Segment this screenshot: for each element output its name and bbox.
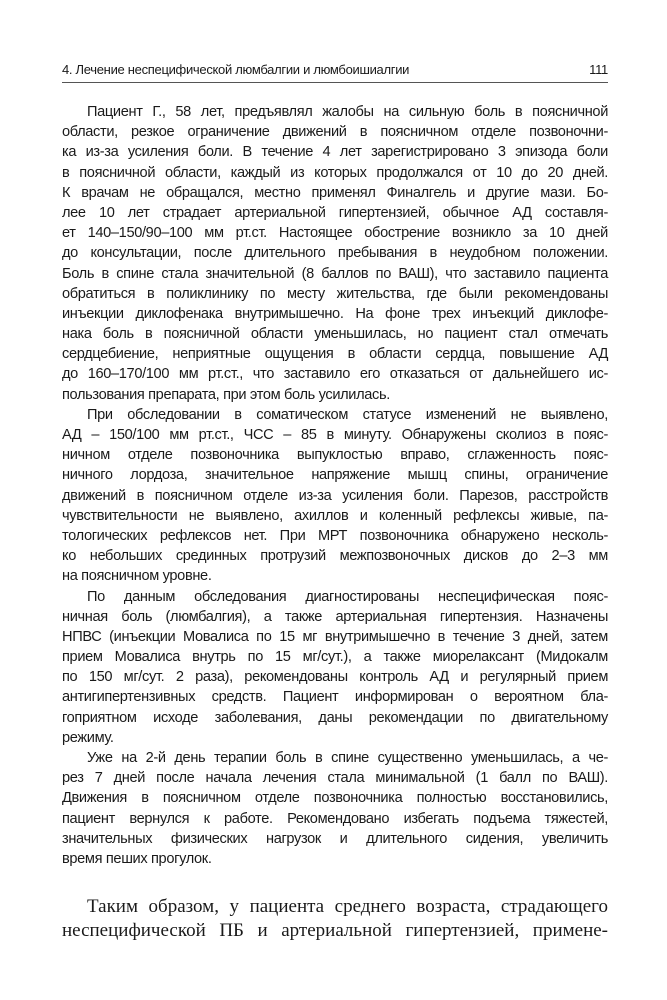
chapter-title: 4. Лечение неспецифической люмбалгии и люмбоишиалгии bbox=[62, 62, 410, 77]
paragraph bbox=[62, 587, 608, 749]
text-line: При обследовании в соматическом статусе изменений не выявлено, bbox=[87, 406, 608, 423]
case-report-text bbox=[62, 102, 608, 869]
page-number: 111 bbox=[589, 62, 608, 77]
text-line: К врачам не обращался, местно применял Финалгель и другие мази. Бо- bbox=[62, 184, 608, 201]
text-line: обратиться в поликлинику по месту жительства, где были рекомендованы bbox=[62, 285, 608, 302]
text-line: сердцебиение, неприятные ощущения в области сердца, повышение АД bbox=[62, 346, 608, 363]
text-line: Боль в спине стала значительной (8 баллов по ВАШ), что заставило пациента bbox=[62, 265, 608, 282]
text-line: Уже на 2-й день терапии боль в спине существенно уменьшилась, а че- bbox=[87, 750, 608, 766]
text-line: Движения в поясничном отделе позвоночника полностью восстановились, bbox=[62, 790, 608, 807]
text-line: до консультации, после длительного пребывания в неудобном положении. bbox=[62, 245, 608, 262]
text-line: инъекции диклофенака внутримышечно. На фоне трех инъекций диклофе- bbox=[62, 305, 608, 322]
text-line: ко небольших срединных протрузий межпозвоночных дисков до 2–3 мм bbox=[62, 548, 608, 565]
text-line: АД – 150/100 мм рт.ст., ЧСС – 85 в минуту. Обнаружены сколиоз в пояс- bbox=[62, 427, 608, 443]
text-line: в поясничной области, каждый из которых продолжался от 10 до 20 дней. bbox=[62, 164, 608, 181]
text-line: лее 10 лет страдает артериальной гипертензией, обычное АД составля- bbox=[62, 204, 608, 221]
paragraph bbox=[62, 748, 608, 869]
text-line: пользования препарата, при этом боль усилилась. bbox=[62, 386, 390, 403]
running-header bbox=[62, 60, 608, 83]
text-line: области, резкое ограничение движений в поясничном отделе позвоночни- bbox=[62, 124, 608, 141]
text-line: тологических рефлексов нет. При МРТ позвоночника обнаружено несколь- bbox=[62, 527, 608, 544]
text-line: движений в поясничном отделе из-за усиления боли. Парезов, расстройств bbox=[62, 487, 608, 504]
text-line: на поясничном уровне. bbox=[62, 568, 212, 585]
conclusion-paragraph bbox=[62, 895, 608, 943]
text-line: значительных физических нагрузок и длительного сидения, увеличить bbox=[62, 830, 608, 847]
text-line: нака боль в поясничной области уменьшилась, но пациент стал отмечать bbox=[62, 326, 608, 343]
text-line: неспецифической ПБ и артериальной гипертензией, примене- bbox=[62, 920, 608, 941]
text-line: антигипертензивных средств. Пациент информирован о вероятном бла- bbox=[62, 689, 608, 706]
text-line: ет 140–150/90–100 мм рт.ст. Настоящее обострение возникло за 10 дней bbox=[62, 225, 608, 242]
text-line: чувствительности не выявлено, ахиллов и коленный рефлексы живые, па- bbox=[62, 507, 608, 524]
text-line: ка из-за усиления боли. В течение 4 лет зарегистрировано 3 эпизода боли bbox=[62, 144, 608, 161]
text-line: Пациент Г., 58 лет, предъявлял жалобы на сильную боль в поясничной bbox=[87, 104, 608, 120]
paragraph bbox=[62, 405, 608, 587]
text-line: режиму. bbox=[62, 729, 114, 746]
text-line: НПВС (инъекции Мовалиса по 15 мг внутримышечно в течение 3 дней, затем bbox=[62, 628, 608, 645]
text-line: рез 7 дней после начала лечения стала минимальной (1 балл по ВАШ). bbox=[62, 770, 608, 787]
text-line: до 160–170/100 мм рт.ст., что заставило его отказаться от дальнейшего ис- bbox=[62, 366, 608, 383]
text-line: пациент вернулся к работе. Рекомендовано избегать подъема тяжестей, bbox=[62, 810, 608, 827]
text-line: ничном отделе позвоночника выпуклостью вправо, сглаженность пояс- bbox=[62, 447, 608, 464]
text-line: по 150 мг/сут. 2 раза), рекомендованы контроль АД и регулярный прием bbox=[62, 669, 608, 686]
text-line: прием Мовалиса внутрь по 15 мг/сут.), а также миорелаксант (Мидокалм bbox=[62, 649, 608, 666]
paragraph bbox=[62, 102, 608, 405]
text-line: Таким образом, у пациента среднего возраста, страдающего bbox=[87, 896, 608, 917]
text-line: ничная боль (люмбалгия), а также артериальная гипертензия. Назначены bbox=[62, 608, 608, 625]
text-line: ничного лордоза, значительное напряжение мышц спины, ограничение bbox=[62, 467, 608, 484]
text-line: гоприятном исходе заболевания, даны рекомендации по двигательному bbox=[62, 709, 608, 726]
text-line: По данным обследования диагностированы неспецифическая пояс- bbox=[87, 588, 608, 605]
text-line: время пеших прогулок. bbox=[62, 850, 212, 867]
